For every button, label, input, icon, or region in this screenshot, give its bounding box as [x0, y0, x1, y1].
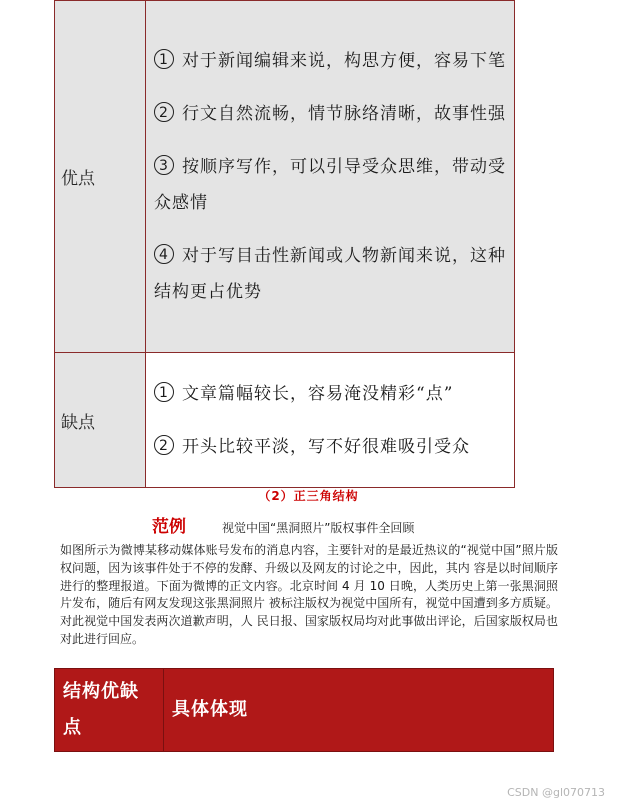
pros-item-text: 按顺序写作，可以引导受众思维，带动受众感情 — [154, 157, 506, 213]
pros-item-text: 对于写目击性新闻或人物新闻来说，这种结构更占优势 — [154, 246, 506, 302]
pros-item — [154, 43, 506, 79]
example-label: 范例 — [152, 517, 186, 537]
pros-item — [154, 96, 506, 132]
pros-label: 优点 — [55, 1, 146, 353]
cons-row — [55, 353, 515, 488]
cons-item-text: 开头比较平淡，写不好很难吸引受众 — [182, 436, 470, 457]
circled-number-icon: 4 — [154, 244, 174, 264]
cons-item — [154, 429, 506, 465]
header-cell-structure: 结构优缺点 — [55, 669, 164, 752]
circled-number-icon: 1 — [154, 382, 174, 402]
cons-item — [154, 376, 506, 412]
structure-header-row — [55, 669, 554, 752]
pros-item — [154, 238, 506, 310]
pros-item-text: 对于新闻编辑来说，构思方便，容易下笔 — [182, 51, 506, 71]
cons-item-text: 文章篇幅较长，容易淹没精彩“点” — [182, 383, 454, 404]
header-cell-details: 具体体现 — [164, 669, 554, 752]
pros-content — [146, 1, 515, 353]
cons-content — [146, 353, 515, 488]
pros-item-text: 行文自然流畅，情节脉络清晰，故事性强 — [182, 104, 506, 124]
example-line — [152, 512, 414, 536]
section-heading: （2）正三角结构 — [258, 489, 359, 503]
cons-label: 缺点 — [55, 353, 146, 488]
pros-row — [55, 1, 515, 353]
circled-number-icon: 2 — [154, 435, 174, 455]
body-paragraph: 如图所示为微博某移动媒体账号发布的消息内容，主要针对的是最近热议的“视觉中国”照片版权问题，因为该事件处于不停的发酵、升级以及网友的讨论之中，因此，其内 容是以时间顺序进行的整理报道。下面为微博的正文内容。北京时间 4 月 10 日晚，人类历史上第一张黑洞照片发布，随后有网友发现这张黑洞照片 被标注版权为视觉中国所有，视觉中国遭到多方质疑。对此视觉中国发表两次道歉声明，人 民日报、国家版权局均对此事做出评论，后国家版权局也对此进行回应。 — [60, 543, 558, 646]
example-title: 视觉中国“黑洞照片”版权事件全回顾 — [222, 521, 415, 535]
circled-number-icon: 3 — [154, 155, 174, 175]
pros-cons-table — [54, 0, 515, 488]
circled-number-icon: 2 — [154, 102, 174, 122]
structure-header-table — [54, 668, 554, 752]
pros-item — [154, 149, 506, 221]
circled-number-icon: 1 — [154, 49, 174, 69]
watermark: CSDN @gl070713 — [507, 786, 605, 799]
